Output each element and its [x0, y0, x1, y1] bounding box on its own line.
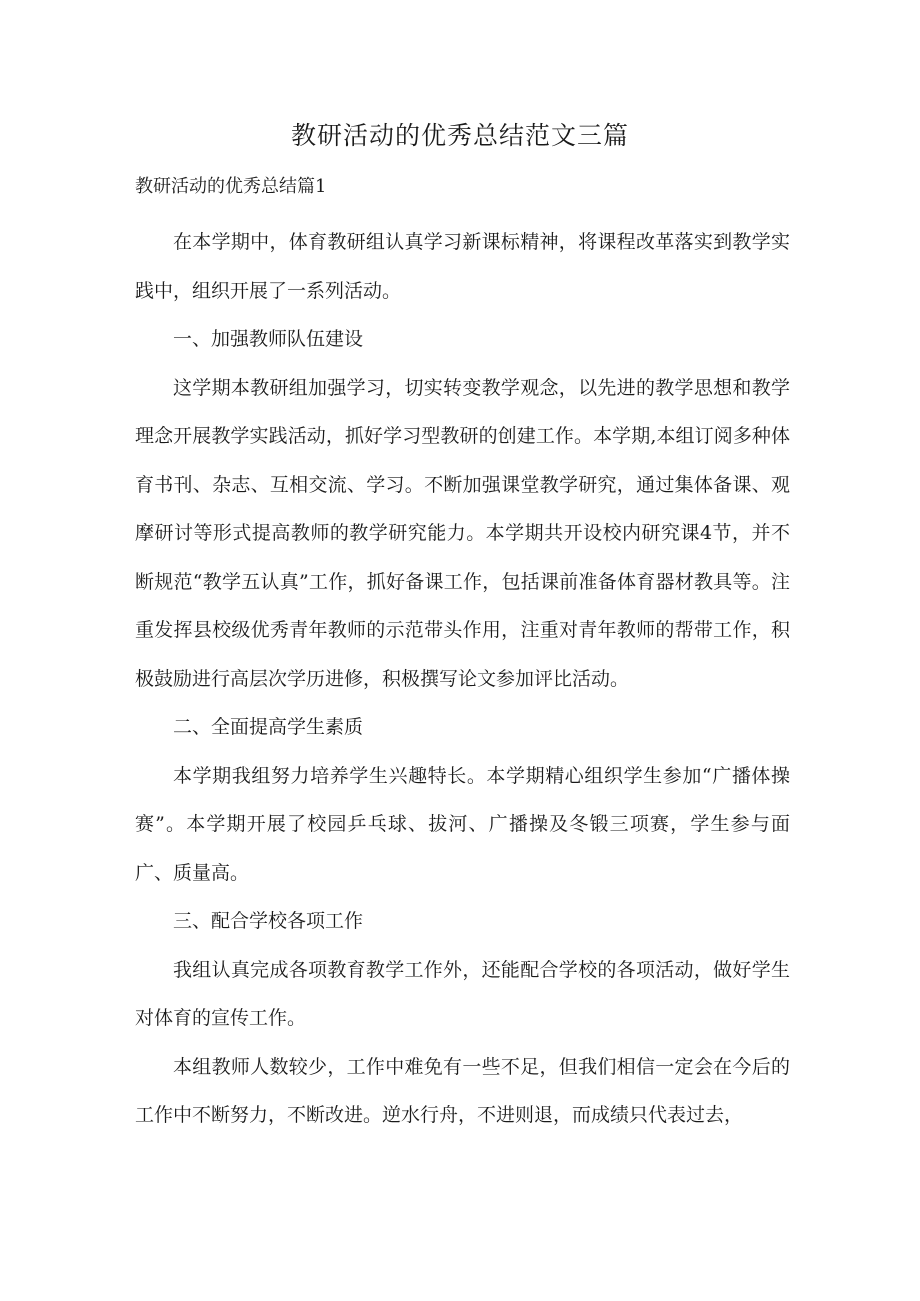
paragraph-team-building: 这学期本教研组加强学习，切实转变教学观念，以先进的教学思想和教学理念开展教学实践活动，抓好学习型教研的创建工作。本学期,本组订阅多种体育书刊、杂志、互相交流、学习。不断加强课堂教学研究，通过集体备课、观摩研讨等形式提高教师的教学研究能力。本学期共开设校内研究课4节，并不断规范“教学五认真”工作，抓好备课工作，包括课前准备体育器材教具等。注重发挥县校级优秀青年教师的示范带头作用，注重对青年教师的帮带工作，积极鼓励进行高层次学历进修，积极撰写论文参加评比活动。: [135, 376, 790, 690]
section-heading-1: 一、加强教师队伍建设: [173, 328, 364, 350]
paragraph-intro: 在本学期中，体育教研组认真学习新课标精神，将课程改革落实到教学实践中，组织开展了一系列活动。: [135, 231, 790, 302]
section-subtitle: 教研活动的优秀总结篇1: [135, 176, 327, 197]
document-title: 教研活动的优秀总结范文三篇: [290, 121, 629, 150]
section-heading-2: 二、全面提高学生素质: [173, 716, 364, 738]
section-heading-3: 三、配合学校各项工作: [173, 910, 364, 932]
paragraph-conclusion: 本组教师人数较少，工作中难免有一些不足，但我们相信一定会在今后的工作中不断努力，不断改进。逆水行舟，不进则退，而成绩只代表过去，: [135, 1055, 790, 1126]
paragraph-school-work: 我组认真完成各项教育教学工作外，还能配合学校的各项活动，做好学生对体育的宣传工作。: [135, 958, 790, 1029]
paragraph-student-quality: 本学期我组努力培养学生兴趣特长。本学期精心组织学生参加“广播体操赛”。本学期开展了校园乒乓球、拔河、广播操及冬锻三项赛，学生参与面广、质量高。: [135, 764, 790, 884]
document-body: [135, 218, 790, 1140]
